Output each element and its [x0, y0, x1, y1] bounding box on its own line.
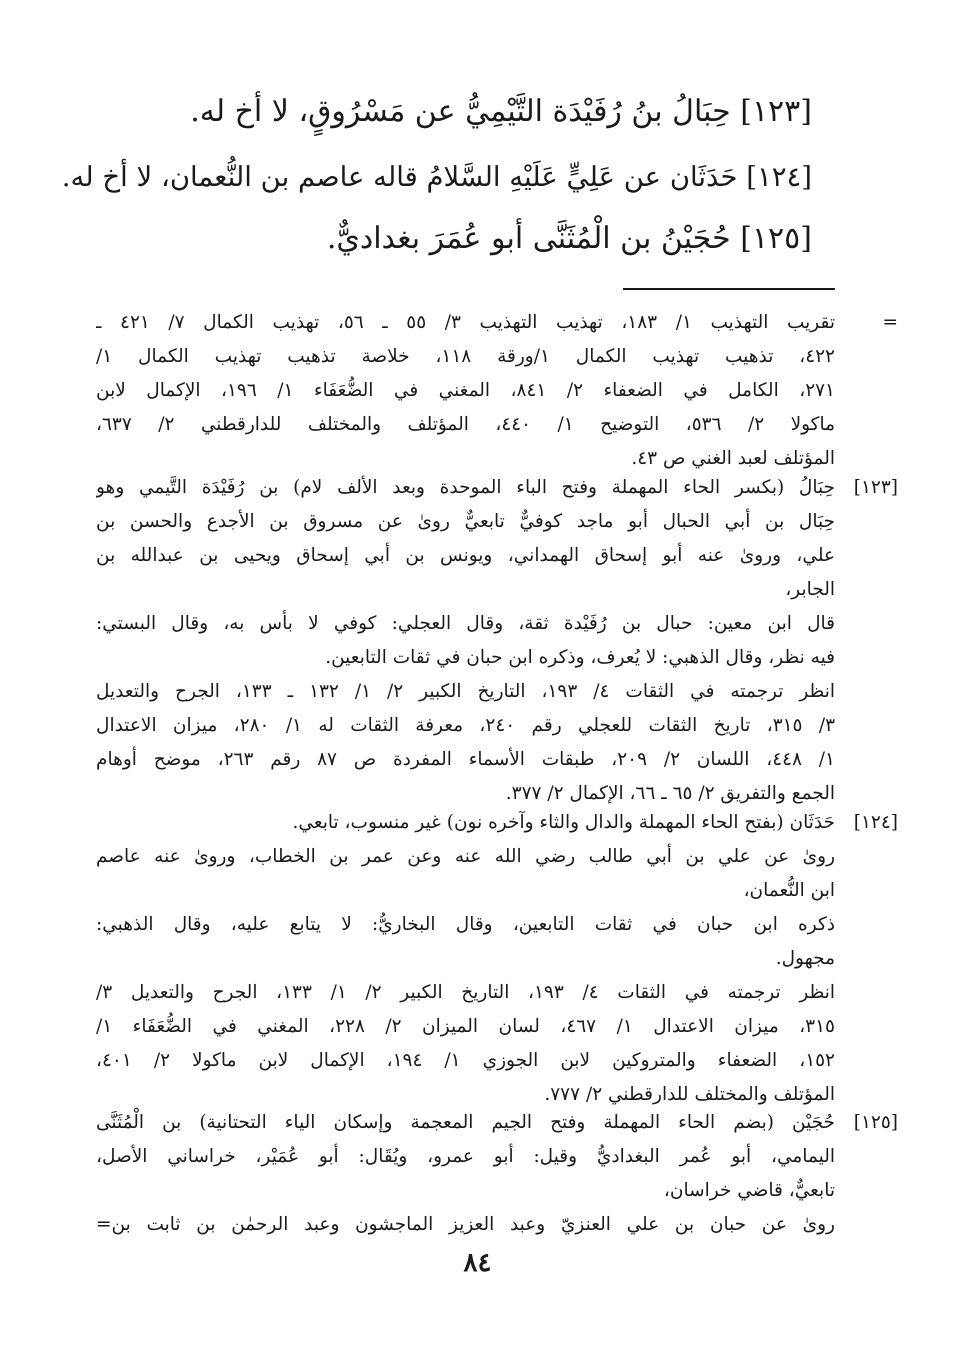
- footnote-marker-125: [١٢٥]: [853, 1112, 898, 1133]
- footnote-line: مجهول.: [775, 948, 835, 969]
- footnote-marker-123: [١٢٣]: [853, 477, 898, 498]
- main-entry-125: [١٢٥] حُجَيْنُ بن الْمُثَنَّى أبو عُمَرَ بغداديٌّ.: [326, 221, 812, 256]
- footnote-line: ٣/ ٣١٥، تاريخ الثقات للعجلي رقم ٢٤٠، معرفة الثقات له ١/ ٢٨٠، ميزان الاعتدال: [96, 715, 835, 736]
- footnote-line: حِبَال بن أبي الحبال أبو ماجد كوفيٌّ تابعيٌّ روىٰ عن مسروق بن الأجدع والحسن بن: [96, 511, 835, 532]
- main-entry-124: [١٢٤] حَدَثَان عن عَلِيٍّ عَلَيْهِ السَّلامُ قاله عاصم بن النُّعمان، لا أخ له.: [61, 161, 812, 193]
- footnote-marker-124: [١٢٤]: [853, 812, 898, 833]
- footnote-line: تقريب التهذيب ١/ ١٨٣، تهذيب التهذيب ٣/ ٥٥ ـ ٥٦، تهذيب الكمال ٧/ ٤٢١ ـ: [96, 312, 835, 333]
- footnote-line: روىٰ عن حبان بن علي العنزيّ وعبد العزيز الماجشون وعبد الرحمٰن بن ثابت بن=: [96, 1214, 835, 1235]
- footnote-line: روىٰ عن علي بن أبي طالب رضي الله عنه وعن عمر بن الخطاب، وروىٰ عنه عاصم: [96, 846, 835, 867]
- footnote-line: المؤتلف والمختلف للدارقطني ٢/ ٧٧٧.: [544, 1084, 835, 1105]
- footnote-line: ابن النُّعمان،: [743, 880, 835, 901]
- main-entry-123: [١٢٣] حِبَالُ بنُ رُفَيْدَة التَّيْمِيُّ عن مَسْرُوقٍ، لا أخ له.: [190, 94, 812, 129]
- footnote-line: انظر ترجمته في الثقات ٤/ ١٩٣، التاريخ الكبير ٢/ ١/ ١٣٢ ـ ١٣٣، الجرح والتعديل: [96, 681, 835, 702]
- footnote-line: ٤٢٢، تذهيب تهذيب الكمال ١/ورقة ١١٨، خلاصة تذهيب تهذيب الكمال ١/: [96, 346, 835, 367]
- footnote-line: ١٥٢، الضعفاء والمتروكين لابن الجوزي ١/ ١٩٤، الإكمال لابن ماكولا ٢/ ٤٠١،: [96, 1050, 835, 1071]
- footnote-line: ٣١٥، ميزان الاعتدال ١/ ٤٦٧، لسان الميزان ٢/ ٢٢٨، المغني في الضُّعَفَاء ١/: [96, 1016, 835, 1037]
- continuation-marker: =: [882, 312, 898, 333]
- footnote-line: ذكره ابن حبان في ثقات التابعين، وقال البخاريُّ: لا يتابع عليه، وقال الذهبي:: [96, 914, 835, 935]
- footnote-line: ٢٧١، الكامل في الضعفاء ٢/ ٨٤١، المغني في الضُّعَفَاء ١/ ١٩٦، الإكمال لابن: [96, 380, 835, 401]
- footnote-line: الجمع والتفريق ٢/ ٦٥ ـ ٦٦، الإكمال ٢/ ٣٧٧.: [505, 783, 835, 804]
- footnote-line: ماكولا ٢/ ٥٣٦، التوضيح ١/ ٤٤٠، المؤتلف والمختلف للدارقطني ٢/ ٦٣٧،: [96, 414, 835, 435]
- footnote-line: انظر ترجمته في الثقات ٤/ ١٩٣، التاريخ الكبير ٢/ ١/ ١٣٣، الجرح والتعديل ٣/: [96, 982, 835, 1003]
- footnote-separator: [623, 288, 835, 290]
- footnote-line: حِبَالُ (بكسر الحاء المهملة وفتح الباء الموحدة وبعد الألف لام) بن رُفَيْدَة التَّيمي وهو: [96, 477, 835, 498]
- footnote-line: قال ابن معين: حبال بن رُفَيْدة ثقة، وقال العجلي: كوفي لا بأس به، وقال البستي:: [96, 613, 835, 634]
- footnote-line: فيه نظر، وقال الذهبي: لا يُعرف، وذكره ابن حبان في ثقات التابعين.: [325, 647, 835, 668]
- footnote-line: حُجَيْن (بضم الحاء المهملة وفتح الجيم المعجمة وإسكان الياء التحتانية) بن الْمُثَنَّى: [96, 1112, 835, 1133]
- page-number: ٨٤: [463, 1248, 492, 1278]
- footnote-line: الجابر،: [785, 579, 835, 600]
- footnote-line: المؤتلف لعبد الغني ص ٤٣.: [631, 448, 835, 469]
- footnote-line: ١/ ٤٤٨، اللسان ٢/ ٢٠٩، طبقات الأسماء المفردة ص ٨٧ رقم ٢٦٣، موضح أوهام: [96, 749, 835, 770]
- footnote-line: علي، وروىٰ عنه أبو إسحاق الهمداني، ويونس بن أبي إسحاق ويحيى بن عبدالله بن: [96, 545, 835, 566]
- footnote-line: اليمامي، أبو عُمر البغداديُّ وقيل: أبو عمرو، ويُقَال: أبو عُمَيْر، خراساني الأصل،: [96, 1146, 835, 1167]
- footnote-line: تابعيٌّ، قاضي خراسان،: [663, 1180, 835, 1201]
- footnote-line: حَدَثَان (بفتح الحاء المهملة والدال والثاء وآخره نون) غير منسوب، تابعي.: [292, 812, 835, 833]
